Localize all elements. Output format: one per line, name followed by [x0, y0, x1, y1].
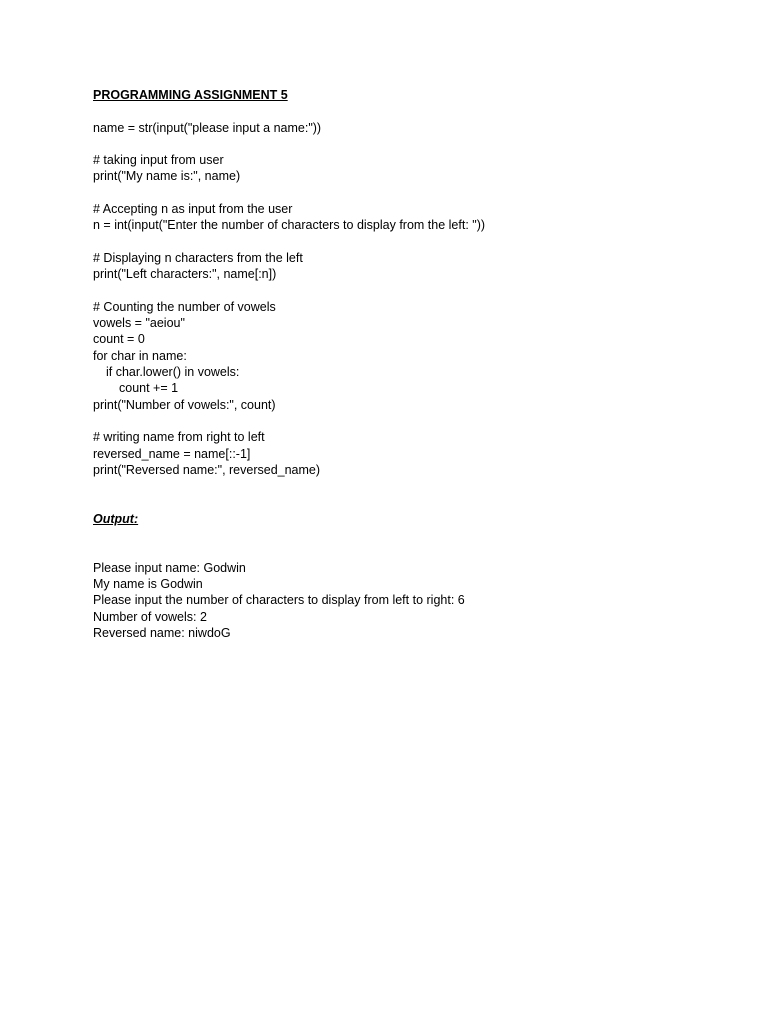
spacer: [93, 234, 713, 250]
output-line-4: Number of vowels: 2: [93, 609, 207, 624]
code-comment-n: # Accepting n as input from the user: [93, 202, 293, 217]
code-line-input: name = str(input("please input a name:")): [93, 120, 322, 135]
code-print-reverse: print("Reversed name:", reversed_name): [93, 462, 321, 477]
output-line-3: Please input the number of characters to display from left to right: 6: [93, 593, 465, 608]
code-print-vowels: print("Number of vowels:", count): [93, 397, 276, 412]
document-body: [93, 87, 713, 641]
code-if-stmt: if char.lower() in vowels:: [106, 365, 240, 380]
spacer: [93, 136, 713, 152]
spacer: [93, 413, 713, 429]
code-count-init: count = 0: [93, 332, 145, 347]
spacer: [93, 527, 713, 560]
code-print-left: print("Left characters:", name[:n]): [93, 267, 277, 282]
spacer: [93, 478, 713, 511]
output-line-5: Reversed name: niwdoG: [93, 625, 231, 640]
code-print-name: print("My name is:", name): [93, 169, 241, 184]
code-reverse-def: reversed_name = name[::-1]: [93, 446, 251, 461]
code-comment-reverse: # writing name from right to left: [93, 430, 265, 445]
output-heading: Output:: [93, 511, 139, 526]
code-vowels-def: vowels = "aeiou": [93, 316, 185, 331]
spacer: [93, 103, 713, 119]
output-line-2: My name is Godwin: [93, 576, 203, 591]
code-count-inc: count += 1: [119, 381, 179, 396]
code-comment-input: # taking input from user: [93, 153, 224, 168]
spacer: [93, 283, 713, 299]
code-for-loop: for char in name:: [93, 348, 187, 363]
spacer: [93, 185, 713, 201]
code-comment-vowels: # Counting the number of vowels: [93, 299, 276, 314]
code-n-input: n = int(input("Enter the number of characters to display from the left: ")): [93, 218, 486, 233]
assignment-title: PROGRAMMING ASSIGNMENT 5: [93, 88, 288, 102]
output-line-1: Please input name: Godwin: [93, 560, 246, 575]
code-comment-left: # Displaying n characters from the left: [93, 250, 303, 265]
